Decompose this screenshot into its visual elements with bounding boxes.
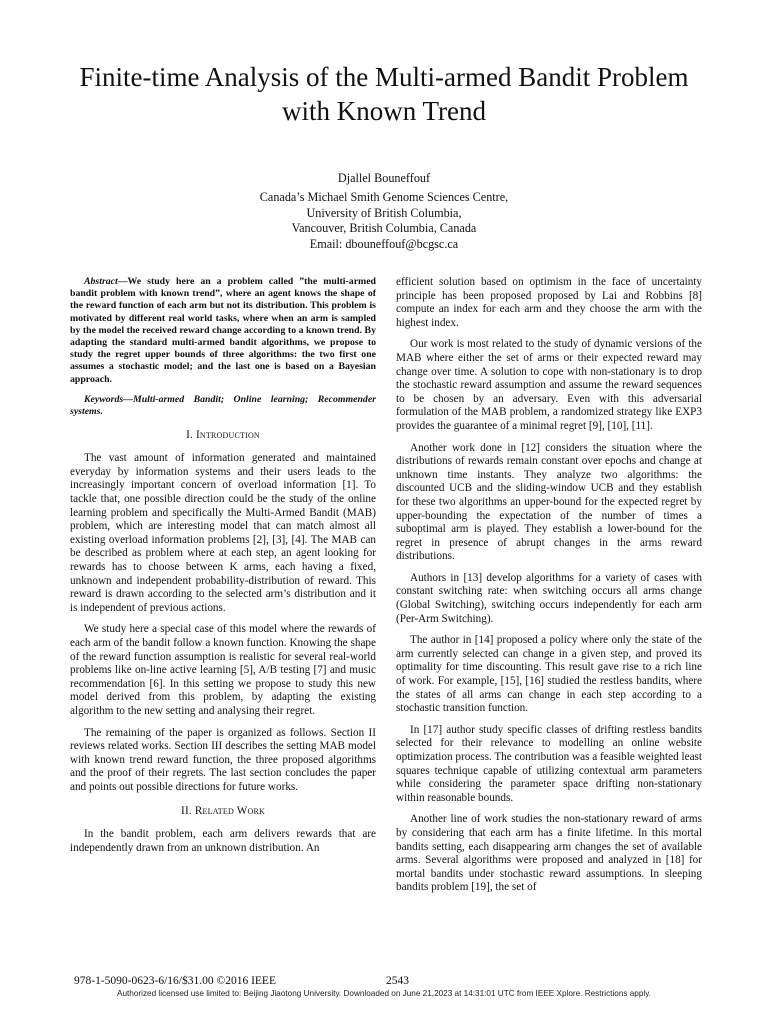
- abstract-lead: Abstract: [84, 276, 118, 287]
- paragraph: In the bandit problem, each arm delivers rewards that are independently drawn from an unknown distribution. An: [70, 828, 376, 855]
- footer-isbn: 978-1-5090-0623-6/16/$31.00 ©2016 IEEE: [74, 975, 276, 987]
- abstract-text: —We study here an a problem called ”the multi-armed bandit problem with known trend”, where an agent knows the shape of the reward function of each arm but not its distribution. This problem is motivated by different real world tasks, where when an arm is sampled by the model the received reward change according to a known trend. By adapting the standard multi-armed bandit algorithms, we propose to study the regret upper bounds of three algorithms: the two first one assumes a stochastic model; and the last one is based on a Bayesian approach.: [70, 276, 376, 385]
- author-name: Djallel Bouneffouf: [337, 171, 431, 185]
- paper-title: Finite-time Analysis of the Multi-armed Bandit Problem with Known Trend: [79, 62, 689, 126]
- section-heading-introduction: I. Introduction: [186, 429, 260, 442]
- author-affiliation-line: Canada’s Michael Smith Genome Sciences Centre,: [259, 190, 509, 205]
- author-email: Email: dbouneffouf@bcgsc.ca: [309, 236, 459, 251]
- paragraph: The vast amount of information generated and maintained everyday by information systems and their users leads to the increasingly important concern of overload information [1]. To tackle that, one possible direction could be the study of the online learning problem and specifically the Multi-Armed Bandit (MAB) problem, which are interesting model that can match almost all existing overload information problems [2], [3], [4]. The MAB can be described as problem where at each step, an agent looking for rewards has to choose between K arms, each having a fixed, unknown and independent probability-distribution of reward. This reward is drawn according to the selected arm’s distribution and it is independent of previous actions.: [70, 452, 376, 614]
- section-heading-related-work: II. Related Work: [181, 805, 265, 818]
- paragraph-continuation: efficient solution based on optimism in the face of uncertainty principle has been proposed proposed by Lai and Robbins [8] compute an index for each arm and they choose the arm with the highest index.: [396, 276, 702, 329]
- page-number: 2543: [386, 975, 409, 987]
- left-column: [70, 276, 376, 856]
- paragraph: The author in [14] proposed a policy where only the state of the arm currently selected can change in a given step, and proved its optimality for time discounting. This result gave rise to a rich line of work. For example, [15], [16] studied the restless bandits, where the states of all arms can change in each step according to a stochastic transition function.: [396, 634, 702, 715]
- author-affiliation-line: Vancouver, British Columbia, Canada: [291, 221, 477, 236]
- keywords: Keywords—Multi-armed Bandit; Online learning; Recommender systems.: [70, 393, 376, 418]
- paragraph: Another work done in [12] considers the situation where the distributions of rewards remain constant over epochs and change at unknown time instants. They analyze two algorithms: the discounted UCB and the sliding-window UCB and they establish for these two algorithms an upper-bound for the expected regret by upper-bounding the expectation of the number of times a suboptimal arm is played. They establish a lower-bound for the regret in presence of abrupt changes in the arms reward distributions.: [396, 441, 702, 563]
- paragraph: We study here a special case of this model where the rewards of each arm of the bandit follow a known function. Knowing the shape of the reward function assumption is realistic for several real-world problems like on-line active learning [5], A/B testing [7] and music recommendation [6]. In this setting we propose to study this new model derived from this problem, by adapting the existing algorithm to the new setting and analysing their regret.: [70, 623, 376, 717]
- paragraph: Another line of work studies the non-stationary reward of arms by considering that each arm has a finite lifetime. In this mortal bandits setting, each disappearing arm changes the set of available arms. Several algorithms were proposed and analyzed in [18] for mortal bandits under stochastic reward assumptions. In sleeping bandits problem [19], the set of: [396, 813, 702, 894]
- author-block: [150, 171, 618, 252]
- paragraph: In [17] author study specific classes of drifting restless bandits selected for their relevance to modelling an online website optimization process. The contribution was a feasible weighted least squares technique capable of utilizing contextual arm parameters while considering the parameter space drifting non-stationary within reasonable bounds.: [396, 723, 702, 804]
- right-column: [396, 276, 702, 895]
- paragraph: Our work is most related to the study of dynamic versions of the MAB where either the set of arms or their expected reward may change over time. A solution to cope with non-stationary is to drop the stochastic reward assumption and assume the reward sequences to be chosen by an adversary. Even with this adversarial formulation of the MAB problem, a randomized strategy like EXP3 provides the guarantee of a minimal regret [9], [10], [11].: [396, 338, 702, 432]
- license-notice: Authorized licensed use limited to: Beijing Jiaotong University. Downloaded on June 21,2023 at 14:31:01 UTC from IEEE Xplore. Restrictions apply.: [117, 989, 651, 998]
- abstract: [70, 276, 376, 386]
- author-affiliation-line: University of British Columbia,: [306, 205, 462, 220]
- paragraph: The remaining of the paper is organized as follows. Section II reviews related works. Section III describes the setting MAB model with known trend reward function, the three proposed algorithms and the proof of their regrets. The last section concludes the paper and points out possible directions for future works.: [70, 726, 376, 793]
- paragraph: Authors in [13] develop algorithms for a variety of cases with constant switching rate: when switching occurs all arms change (Global Switching), switching occurs independently for each arm (Per-Arm Switching).: [396, 571, 702, 625]
